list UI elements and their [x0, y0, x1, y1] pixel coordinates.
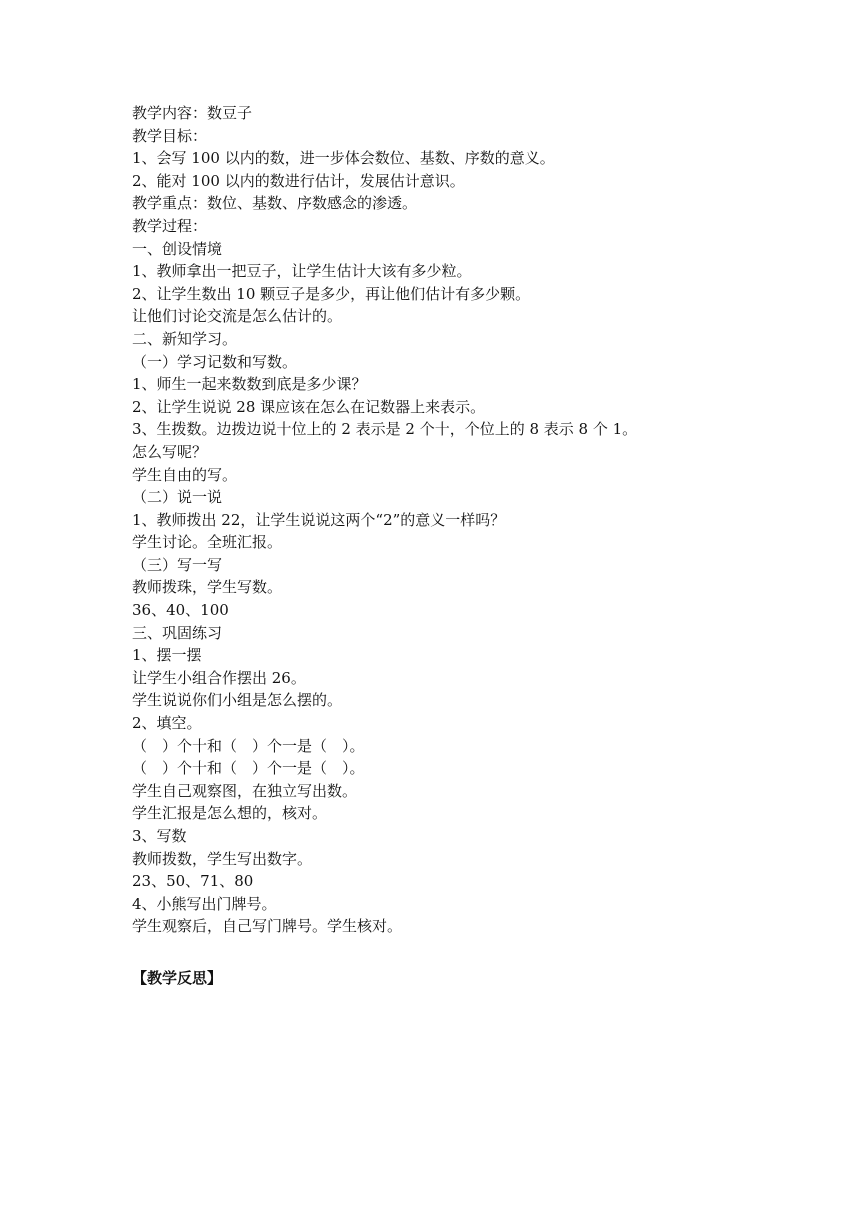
text-line: 教学过程：	[132, 216, 208, 235]
subsection-heading: （二）说一说	[132, 488, 223, 507]
text-line: 学生自由的写。	[132, 465, 238, 484]
section-heading: 一、创设情境	[132, 239, 223, 258]
subsection-heading: （三）写一写	[132, 555, 223, 574]
text-line: 教师拨数，学生写出数字。	[132, 849, 313, 868]
text-line: 2、让学生数出 10 颗豆子是多少，再让他们估计有多少颗。	[132, 284, 531, 303]
text-line: 2、让学生说说 28 课应该在怎么在记数器上来表示。	[132, 397, 486, 416]
text-line: 3、生拨数。边拨边说十位上的 2 表示是 2 个十，个位上的 8 表示 8 个 1。	[132, 420, 638, 439]
document-body	[132, 102, 772, 989]
text-line: 1、摆一摆	[132, 646, 202, 665]
text-line: 学生自己观察图，在独立写出数。	[132, 781, 358, 800]
text-line: 2、填空。	[132, 714, 202, 733]
blank-spacer	[132, 938, 772, 961]
text-line: 教学目标：	[132, 126, 208, 145]
text-line: 教师拨珠，学生写数。	[132, 578, 283, 597]
text-line: 23、50、71、80	[132, 872, 254, 891]
text-line: 学生说说你们小组是怎么摆的。	[132, 691, 343, 710]
text-line: 36、40、100	[132, 601, 229, 620]
text-line: 怎么写呢？	[132, 442, 208, 461]
subsection-heading: （一）学习记数和写数。	[132, 352, 298, 371]
text-line: 学生汇报是怎么想的，核对。	[132, 804, 328, 823]
text-line: 学生讨论。全班汇报。	[132, 533, 283, 552]
text-line: 4、小熊写出门牌号。	[132, 894, 277, 913]
text-line: 1、会写 100 以内的数，进一步体会数位、基数、序数的意义。	[132, 149, 555, 168]
text-line: 教学内容：数豆子	[132, 104, 253, 122]
text-line: 3、写数	[132, 827, 187, 845]
section-heading: 三、巩固练习	[132, 623, 223, 642]
text-line: 2、能对 100 以内的数进行估计，发展估计意识。	[132, 171, 465, 190]
reflection-heading: 【教学反思】	[132, 968, 223, 987]
text-line: 学生观察后，自己写门牌号。学生核对。	[132, 917, 403, 936]
section-heading: 二、新知学习。	[132, 329, 238, 348]
text-line: 1、教师拿出一把豆子，让学生估计大该有多少粒。	[132, 262, 472, 281]
text-line: 让学生小组合作摆出 26。	[132, 668, 306, 687]
text-line: 让他们讨论交流是怎么估计的。	[132, 307, 343, 326]
text-line: 1、师生一起来数数到底是多少课？	[132, 375, 367, 394]
fill-in-blank-line: （ ）个十和（ ）个一是（ ）。	[132, 736, 365, 755]
text-line: 教学重点：数位、基数、序数感念的渗透。	[132, 194, 418, 213]
fill-in-blank-line: （ ）个十和（ ）个一是（ ）。	[132, 759, 365, 778]
text-line: 1、教师拨出 22，让学生说说这两个“2”的意义一样吗？	[132, 510, 506, 529]
